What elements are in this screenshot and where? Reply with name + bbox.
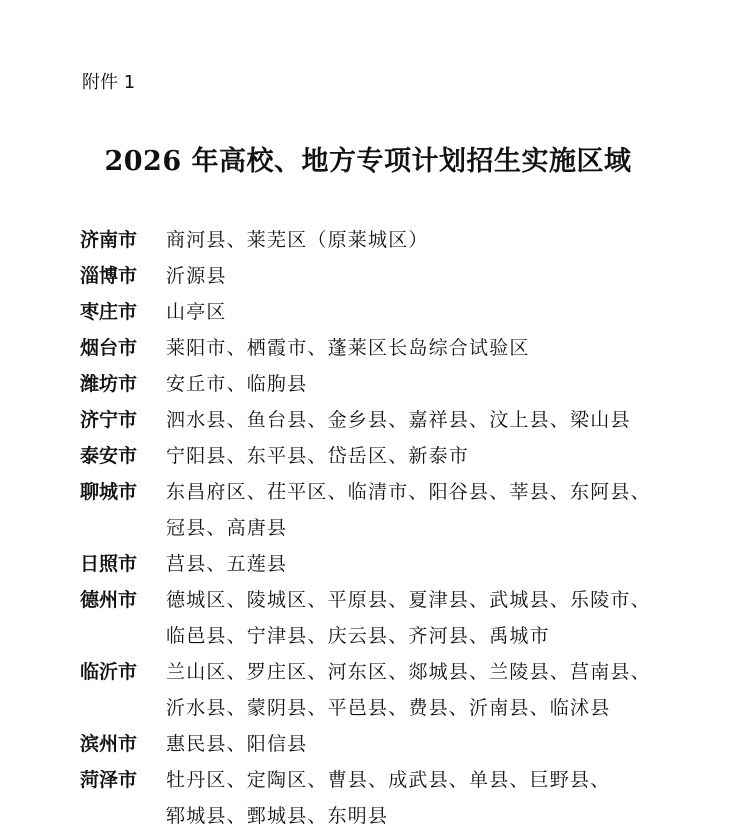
city-name: 泰安市 bbox=[80, 445, 138, 467]
area-list: 山亭区 bbox=[166, 301, 227, 323]
city-name: 滨州市 bbox=[80, 733, 138, 755]
document-title: 2026 年高校、地方专项计划招生实施区域 bbox=[104, 146, 632, 177]
region-row bbox=[80, 366, 720, 402]
area-list: 泗水县、鱼台县、金乡县、嘉祥县、汶上县、梁山县 bbox=[166, 409, 631, 431]
attachment-label: 附件 1 bbox=[82, 72, 136, 93]
region-row bbox=[80, 474, 720, 546]
city-name: 菏泽市 bbox=[80, 769, 138, 791]
region-row bbox=[80, 294, 720, 330]
city-name: 潍坊市 bbox=[80, 373, 138, 395]
area-list: 兰山区、罗庄区、河东区、郯城县、兰陵县、莒南县、 沂水县、蒙阴县、平邑县、费县、沂南县、临沭县 bbox=[166, 661, 651, 719]
region-row bbox=[80, 726, 720, 762]
city-name: 济宁市 bbox=[80, 409, 138, 431]
region-row bbox=[80, 438, 720, 474]
region-row bbox=[80, 330, 720, 366]
region-row bbox=[80, 762, 720, 834]
city-name: 淄博市 bbox=[80, 265, 138, 287]
area-list: 莒县、五莲县 bbox=[166, 553, 288, 575]
area-list: 牡丹区、定陶区、曹县、成武县、单县、巨野县、 郓城县、鄄城县、东明县 bbox=[166, 769, 611, 827]
city-name: 德州市 bbox=[80, 589, 138, 611]
region-row bbox=[80, 258, 720, 294]
area-list: 莱阳市、栖霞市、蓬莱区长岛综合试验区 bbox=[166, 337, 530, 359]
region-row bbox=[80, 654, 720, 726]
city-name: 济南市 bbox=[80, 229, 138, 251]
city-name: 聊城市 bbox=[80, 481, 138, 503]
area-list: 宁阳县、东平县、岱岳区、新泰市 bbox=[166, 445, 470, 467]
city-name: 枣庄市 bbox=[80, 301, 138, 323]
city-name: 临沂市 bbox=[80, 661, 138, 683]
area-list: 东昌府区、茌平区、临清市、阳谷县、莘县、东阿县、 冠县、高唐县 bbox=[166, 481, 651, 539]
area-list: 德城区、陵城区、平原县、夏津县、武城县、乐陵市、 临邑县、宁津县、庆云县、齐河县、禹城市 bbox=[166, 589, 651, 647]
city-name: 烟台市 bbox=[80, 337, 138, 359]
region-row bbox=[80, 222, 720, 258]
area-list: 沂源县 bbox=[166, 265, 227, 287]
region-row bbox=[80, 546, 720, 582]
area-list: 惠民县、阳信县 bbox=[166, 733, 308, 755]
area-list: 商河县、莱芜区（原莱城区） bbox=[166, 229, 429, 251]
region-row bbox=[80, 402, 720, 438]
area-list: 安丘市、临朐县 bbox=[166, 373, 308, 395]
region-list bbox=[80, 222, 720, 834]
city-name: 日照市 bbox=[80, 553, 138, 575]
region-row bbox=[80, 582, 720, 654]
